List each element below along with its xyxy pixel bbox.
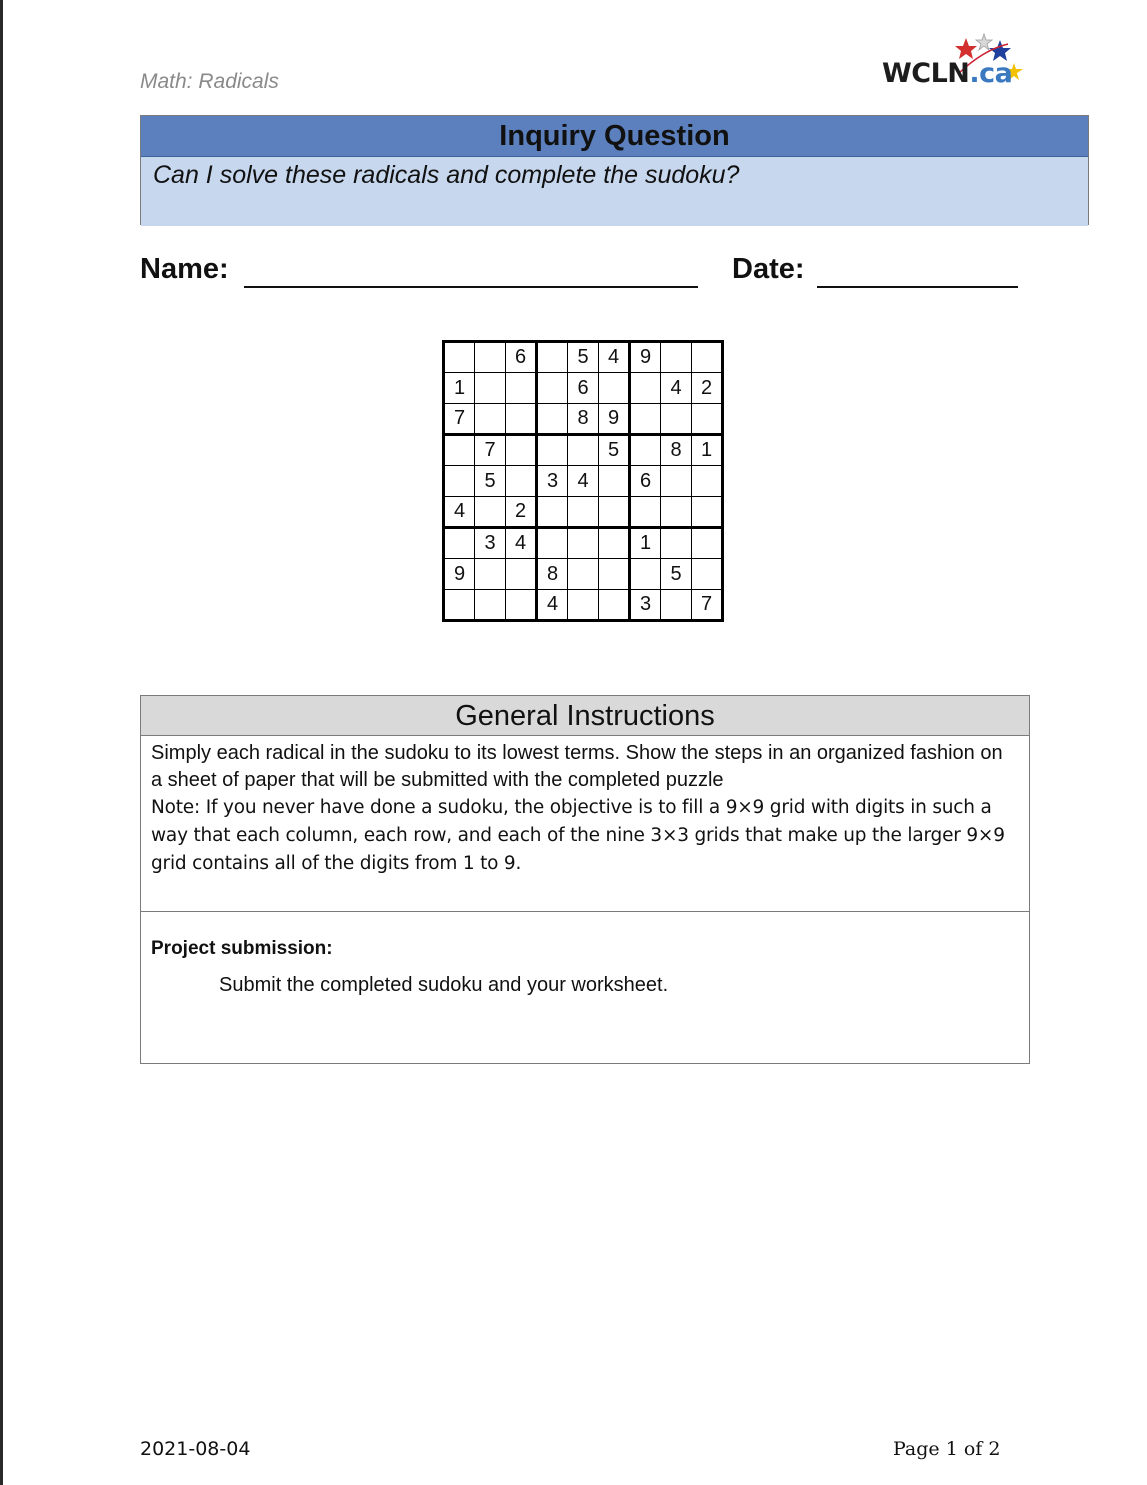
sudoku-cell[interactable]: 4: [568, 466, 599, 497]
sudoku-cell[interactable]: [661, 590, 692, 621]
sudoku-cell[interactable]: [537, 435, 568, 466]
sudoku-row: [444, 466, 723, 497]
sudoku-cell[interactable]: [599, 497, 630, 528]
sudoku-cell[interactable]: [599, 373, 630, 404]
sudoku-cell[interactable]: [475, 373, 506, 404]
sudoku-row: [444, 373, 723, 404]
sudoku-cell[interactable]: [444, 342, 475, 373]
sudoku-cell[interactable]: [692, 342, 723, 373]
wcln-logo: [880, 30, 1030, 96]
sudoku-cell[interactable]: 4: [599, 342, 630, 373]
sudoku-note: Note: If you never have done a sudoku, the objective is to fill a 9×9 grid with digits in such a way that each column, each row, and each of the nine 3×3 grids that make up the larger 9×9 grid contains all of the digits from 1 to 9.: [151, 797, 1005, 874]
sudoku-cell[interactable]: 4: [537, 590, 568, 621]
sudoku-cell[interactable]: [599, 590, 630, 621]
sudoku-cell[interactable]: 6: [506, 342, 537, 373]
sudoku-row: [444, 435, 723, 466]
sudoku-cell[interactable]: [630, 435, 661, 466]
sudoku-cell[interactable]: [661, 497, 692, 528]
name-label: Name:: [140, 253, 229, 285]
sudoku-cell[interactable]: 7: [444, 404, 475, 435]
sudoku-cell[interactable]: [630, 497, 661, 528]
submission-text: Submit the completed sudoku and your worksheet.: [219, 974, 669, 996]
sudoku-cell[interactable]: [661, 466, 692, 497]
sudoku-cell[interactable]: [630, 373, 661, 404]
page-number: Page 1 of 2: [893, 1438, 1001, 1460]
name-field-line[interactable]: [244, 286, 698, 288]
sudoku-cell[interactable]: [661, 342, 692, 373]
sudoku-cell[interactable]: 2: [692, 373, 723, 404]
sudoku-cell[interactable]: [444, 590, 475, 621]
sudoku-cell[interactable]: [692, 497, 723, 528]
sudoku-cell[interactable]: 5: [661, 559, 692, 590]
footer-date: 2021-08-04: [140, 1438, 251, 1460]
sudoku-cell[interactable]: [630, 404, 661, 435]
sudoku-cell[interactable]: [630, 559, 661, 590]
sudoku-cell[interactable]: [537, 404, 568, 435]
sudoku-cell[interactable]: 4: [444, 497, 475, 528]
sudoku-cell[interactable]: 2: [506, 497, 537, 528]
sudoku-cell[interactable]: [692, 559, 723, 590]
sudoku-cell[interactable]: [599, 528, 630, 559]
sudoku-cell[interactable]: [506, 466, 537, 497]
sudoku-cell[interactable]: 4: [661, 373, 692, 404]
sudoku-cell[interactable]: 1: [630, 528, 661, 559]
sudoku-cell[interactable]: [537, 373, 568, 404]
sudoku-cell[interactable]: [568, 497, 599, 528]
instructions-paragraph: Simply each radical in the sudoku to its lowest terms. Show the steps in an organized fashion on a sheet of paper that will be submitted with the completed puzzle: [151, 742, 1003, 791]
sudoku-cell[interactable]: 6: [568, 373, 599, 404]
sudoku-cell[interactable]: [506, 590, 537, 621]
sudoku-cell[interactable]: 3: [537, 466, 568, 497]
sudoku-cell[interactable]: [537, 497, 568, 528]
inquiry-title: Inquiry Question: [141, 116, 1088, 157]
sudoku-cell[interactable]: 8: [537, 559, 568, 590]
sudoku-cell[interactable]: 5: [475, 466, 506, 497]
sudoku-cell[interactable]: [444, 435, 475, 466]
sudoku-cell[interactable]: [506, 404, 537, 435]
sudoku-cell[interactable]: [506, 435, 537, 466]
sudoku-cell[interactable]: 9: [630, 342, 661, 373]
date-label: Date:: [732, 253, 805, 285]
sudoku-cell[interactable]: 7: [475, 435, 506, 466]
sudoku-cell[interactable]: [475, 404, 506, 435]
sudoku-cell[interactable]: [568, 559, 599, 590]
sudoku-row: [444, 559, 723, 590]
sudoku-row: [444, 590, 723, 621]
sudoku-cell[interactable]: 1: [692, 435, 723, 466]
sudoku-row: [444, 404, 723, 435]
sudoku-cell[interactable]: [661, 528, 692, 559]
sudoku-cell[interactable]: [692, 404, 723, 435]
instructions-body: [141, 736, 1029, 912]
sudoku-cell[interactable]: 5: [599, 435, 630, 466]
project-submission: [141, 912, 1029, 997]
inquiry-text: Can I solve these radicals and complete the sudoku?: [141, 157, 1088, 226]
sudoku-cell[interactable]: 3: [475, 528, 506, 559]
sudoku-cell[interactable]: [692, 466, 723, 497]
sudoku-cell[interactable]: 7: [692, 590, 723, 621]
sudoku-cell[interactable]: [506, 559, 537, 590]
sudoku-cell[interactable]: [568, 590, 599, 621]
sudoku-row: [444, 497, 723, 528]
sudoku-cell[interactable]: [537, 528, 568, 559]
sudoku-cell[interactable]: 8: [661, 435, 692, 466]
logo-wordmark: WCLN.ca: [882, 58, 1013, 89]
sudoku-cell[interactable]: [475, 342, 506, 373]
sudoku-row: [444, 528, 723, 559]
sudoku-cell[interactable]: [537, 342, 568, 373]
sudoku-grid: [442, 340, 724, 622]
subject-label: Math: Radicals: [140, 70, 279, 93]
sudoku-cell[interactable]: 3: [630, 590, 661, 621]
inquiry-question-box: [140, 115, 1089, 225]
date-field-line[interactable]: [817, 286, 1018, 288]
sudoku-cell[interactable]: [661, 404, 692, 435]
general-instructions-box: [140, 695, 1030, 1064]
sudoku-cell[interactable]: [692, 528, 723, 559]
sudoku-cell[interactable]: 9: [599, 404, 630, 435]
sudoku-cell[interactable]: [475, 497, 506, 528]
sudoku-cell[interactable]: 1: [444, 373, 475, 404]
sudoku-cell[interactable]: [506, 373, 537, 404]
sudoku-cell[interactable]: [444, 466, 475, 497]
page-left-edge: [0, 0, 3, 1485]
instructions-title: General Instructions: [141, 696, 1029, 736]
sudoku-cell[interactable]: 8: [568, 404, 599, 435]
sudoku-cell[interactable]: 6: [630, 466, 661, 497]
sudoku-row: [444, 342, 723, 373]
sudoku-cell[interactable]: [475, 559, 506, 590]
sudoku-cell[interactable]: 5: [568, 342, 599, 373]
sudoku-cell[interactable]: [475, 590, 506, 621]
submission-title: Project submission:: [151, 938, 333, 959]
sudoku-cell[interactable]: [599, 559, 630, 590]
sudoku-cell[interactable]: [599, 466, 630, 497]
sudoku-cell[interactable]: [444, 528, 475, 559]
sudoku-cell[interactable]: 4: [506, 528, 537, 559]
sudoku-cell[interactable]: 9: [444, 559, 475, 590]
sudoku-cell[interactable]: [568, 435, 599, 466]
sudoku-cell[interactable]: [568, 528, 599, 559]
